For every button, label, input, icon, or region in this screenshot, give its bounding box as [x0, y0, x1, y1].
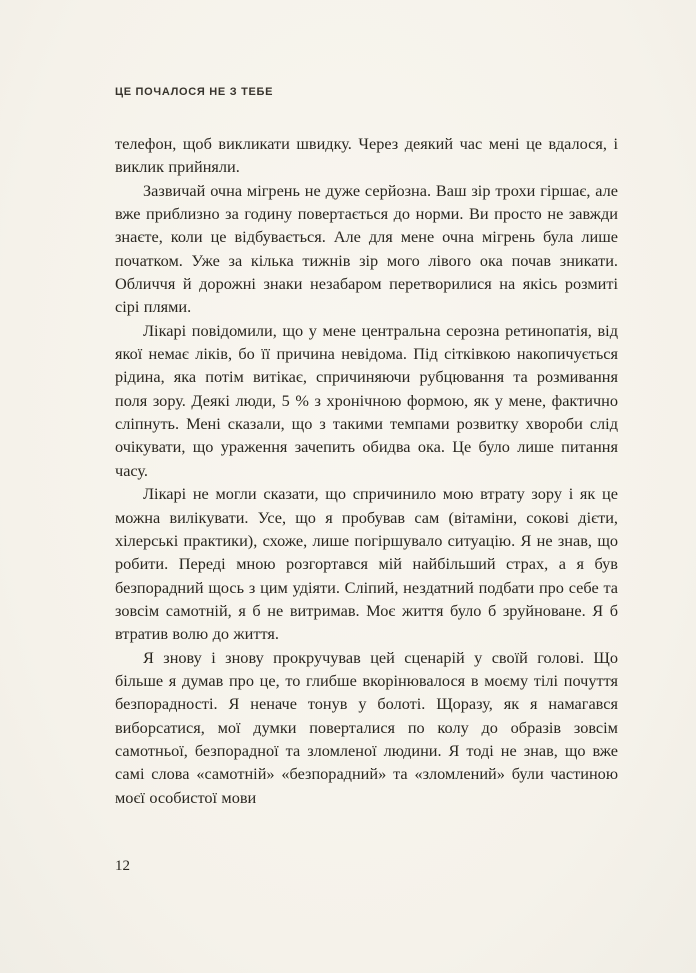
- paragraph: Зазвичай очна мігрень не дуже серйозна. Ваш зір трохи гіршає, але вже приблизно за годину повертається до норми. Ви просто не завжди знаєте, коли це відбувається. Але для мене очна мігрень була лише початком. Уже за кілька тижнів зір мого лівого ока почав зникати. Обличчя й дорожні знаки незабаром перетворилися на якісь розмиті сірі плями.: [115, 180, 618, 317]
- body-text: [115, 132, 618, 809]
- paragraph: Лікарі повідомили, що у мене центральна серозна ретинопатія, від якої немає ліків, бо її причина невідома. Під сітківкою накопичується рідина, яка потім витікає, спричиняючи рубцювання та розмивання поля зору. Деякі люди, 5 % з хронічною формою, як у мене, фактично сліпнуть. Мені сказали, що з такими темпами розвитку хвороби слід очікувати, що ураження зачепить обидва ока. Це було лише питання часу.: [115, 320, 618, 480]
- page-number: 12: [115, 858, 130, 874]
- paragraph: телефон, щоб викликати швидку. Через деякий час мені це вдалося, і виклик прийняли.: [115, 134, 618, 177]
- paragraph: Лікарі не могли сказати, що спричинило мою втрату зору і як це можна вилікувати. Усе, що я пробував сам (вітаміни, сокові дієти, хілерські практики), схоже, лише погіршувало ситуацію. Я не знав, що робити. Переді мною розгортався мій найбільший страх, а я був безпорадний щось з цим удіяти. Сліпий, нездатний подбати про себе та зовсім самотній, я б не витримав. Моє життя було б зруйноване. Я б втратив волю до життя.: [115, 484, 618, 644]
- paragraph: Я знову і знову прокручував цей сценарій у своїй голові. Що більше я думав про це, то глибше вкорінювалося в моєму тілі почуття безпорадності. Я неначе тонув у болоті. Щоразу, як я намагався виборсатися, мої думки поверталися по колу до образів зовсім самотньої, безпорадної та зломленої людини. Я тоді не знав, що вже самі слова «самотній» «безпорадний» та «зломлений» були частиною моєї особистої мови: [115, 647, 618, 807]
- running-header: ЦЕ ПОЧАЛОСЯ НЕ З ТЕБЕ: [115, 86, 274, 98]
